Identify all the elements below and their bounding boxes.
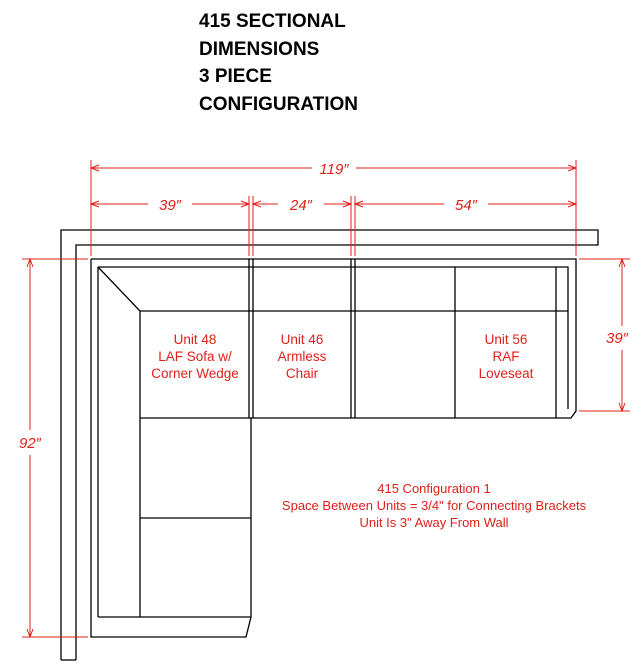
unit-46-line-1: Unit 46 — [280, 332, 324, 347]
title-line-1: 415 SECTIONAL — [199, 11, 346, 32]
dim-total-length: 92″ — [19, 435, 41, 452]
unit-56-line-2: RAF — [492, 349, 520, 364]
unit-label-46 — [278, 332, 327, 381]
title-line-2: DIMENSIONS — [199, 38, 320, 60]
unit-label-48 — [151, 332, 239, 381]
configuration-notes — [282, 481, 587, 530]
unit-46-line-2: Armless — [277, 349, 327, 364]
unit-label-56 — [479, 332, 534, 381]
dim-unit56-width: 54″ — [455, 197, 477, 214]
unit-48-line-3: Corner Wedge — [151, 366, 239, 381]
note-line-3: Unit Is 3" Away From Wall — [359, 515, 509, 530]
wall — [61, 230, 598, 660]
unit-46-line-3: Chair — [285, 366, 319, 381]
sectional-outline — [91, 259, 576, 637]
dimension-lines — [22, 160, 630, 637]
unit-48-line-1: Unit 48 — [173, 332, 217, 347]
note-line-2: Space Between Units = 3/4" for Connecting Brackets — [281, 498, 587, 513]
dim-depth: 39″ — [606, 330, 628, 347]
dim-unit46-width: 24″ — [290, 197, 312, 214]
dim-unit48-width: 39″ — [159, 197, 181, 214]
unit-dividers — [140, 259, 455, 518]
title-line-3: 3 PIECE — [199, 66, 272, 87]
title-line-4: CONFIGURATION — [199, 93, 359, 115]
unit-48-line-2: LAF Sofa w/ — [158, 349, 232, 364]
dim-total-width: 119″ — [319, 161, 349, 178]
note-line-1: 415 Configuration 1 — [377, 481, 491, 496]
unit-56-line-1: Unit 56 — [484, 332, 528, 347]
unit-56-line-3: Loveseat — [478, 366, 534, 381]
